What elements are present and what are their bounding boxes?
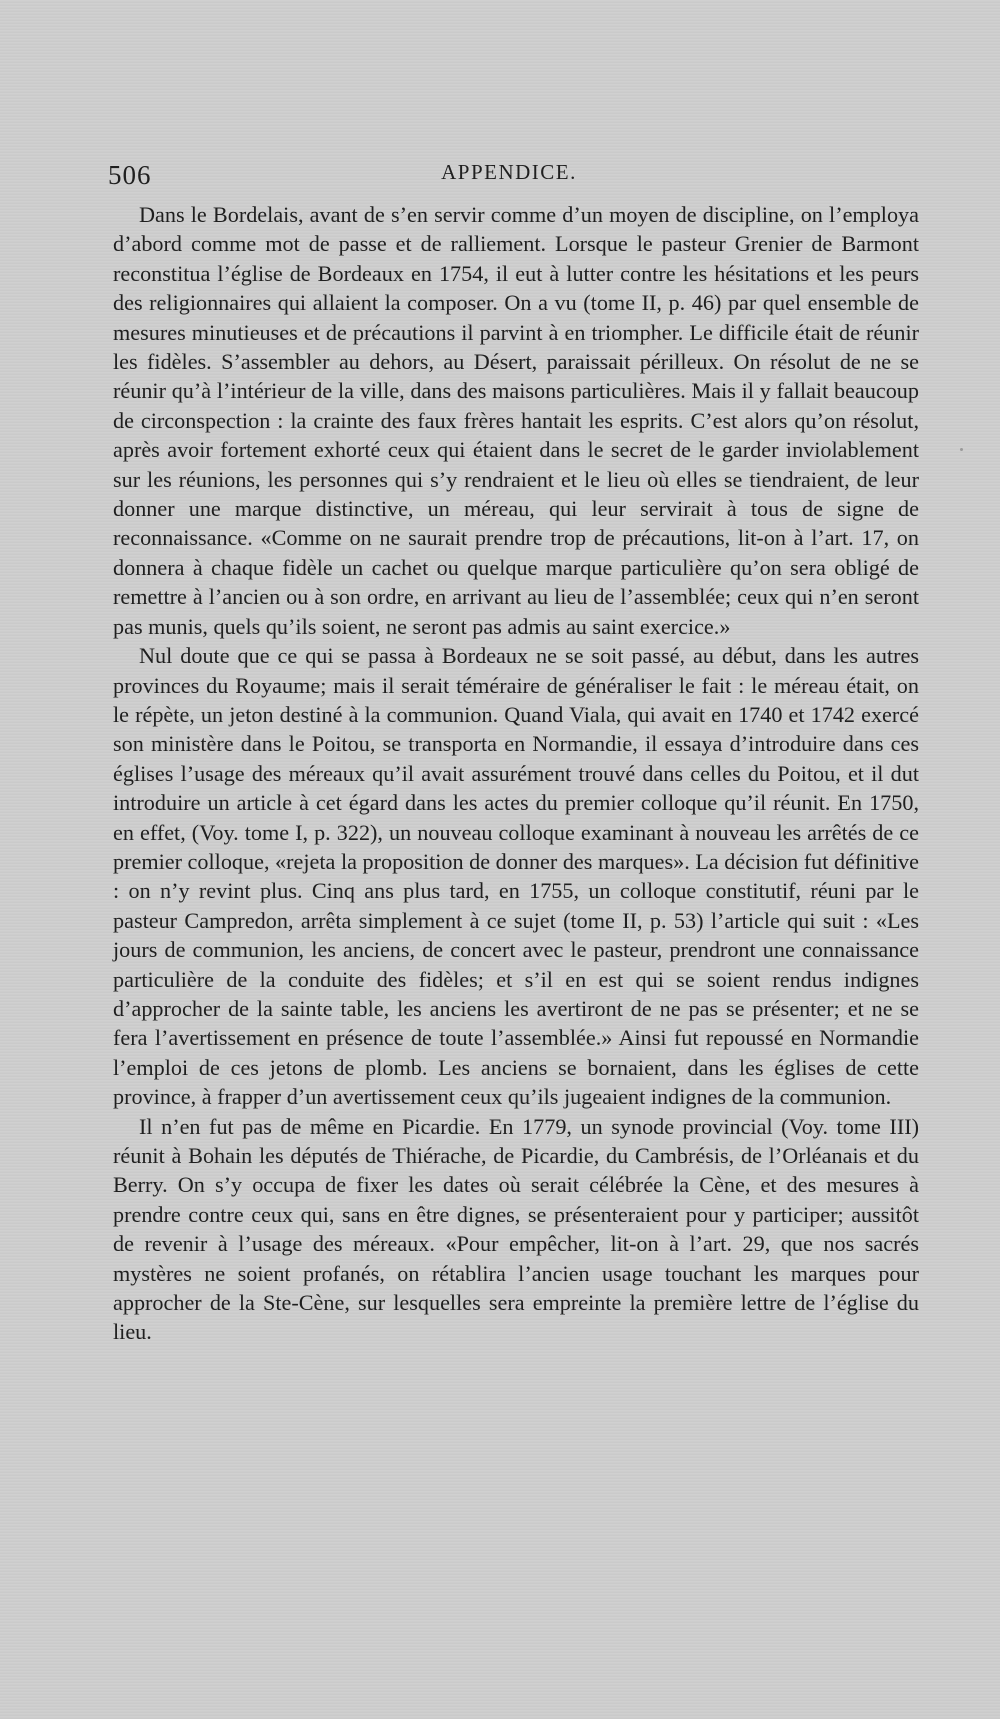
paragraph-picardie: Il n’en fut pas de même en Picardie. En 1779, un synode provincial (Voy. tome III) réunit à Bohain les députés de Thiérache, de Picardie, du Cambrésis, de l’Orléanais et du Berry. On s’y occupa de fixer les dates où serait célébrée la Cène, et des mesures à prendre contre ceux qui, sans en être dignes, se présenteraient pour y participer; aussitôt de revenir à l’usage des méreaux. «Pour empêcher, lit-on à l’art. 29, que nos sacrés mystères ne soient profanés, on rétablira l’ancien usage touchant les marques pour approcher de la Ste-Cène, sur lesquelles sera empreinte la première lettre de l’église du lieu. — [113, 1113, 919, 1345]
paragraph-normandie: Nul doute que ce qui se passa à Bordeaux ne se soit passé, au début, dans les autres provinces du Royaume; mais il serait téméraire de généraliser le fait : le méreau était, on le répète, un jeton destiné à la communion. Quand Viala, qui avait en 1740 et 1742 exercé son ministère dans le Poitou, se transporta en Normandie, il essaya d’introduire dans ces églises l’usage des méreaux qu’il avait assurément trouvé dans celles du Poitou, et il dut introduire un article à cet égard dans les actes du premier colloque qu’il réunit. En 1750, en effet, (Voy. tome I, p. 322), un nouveau colloque examinant à nouveau les arrêtés de ce premier colloque, «rejeta la proposition de donner des marques». La décision fut définitive : on n’y revint plus. Cinq ans plus tard, en 1755, un colloque constitutif, réuni par le pasteur Campredon, arrêta simplement à ce sujet (tome II, p. 53) l’article qui suit : «Les jours de communion, les anciens, de concert avec le pasteur, prendront une connaissance particulière de la conduite des fidèles; et s’il en est qui se soient rendus indignes d’approcher de la sainte table, les anciens les avertiront de ne pas se présenter; et ne se fera l’avertissement en présence de toute l’assemblée.» Ainsi fut repoussé en Normandie l’emploi de ces jetons de plomb. Les anciens se bornaient, dans les églises de cette province, à frapper d’un avertissement ceux qu’ils jugeaient indignes de la communion. — [113, 643, 919, 1110]
paper-speck — [960, 448, 963, 451]
page-header — [108, 160, 910, 196]
running-title: APPENDICE. — [441, 160, 577, 184]
body-text — [113, 200, 919, 1347]
paragraph-bordelais: Dans le Bordelais, avant de s’en servir comme d’un moyen de discipline, on l’employa d’abord comme mot de passe et de ralliement. Lorsque le pasteur Grenier de Barmont reconstitua l’église de Bordeaux en 1754, il eut à lutter contre les hésitations et les peurs des religionnaires qui allaient la composer. On a vu (tome II, p. 46) par quel ensemble de mesures minutieuses et de précautions il parvint à en triompher. Le difficile était de réunir les fidèles. S’assembler au dehors, au Désert, paraissait périlleux. On résolut de ne se réunir qu’à l’intérieur de la ville, dans des maisons particulières. Mais il y fallait beaucoup de circonspection : la crainte des faux frères hantait les esprits. C’est alors qu’on résolut, après avoir fortement exhorté ceux qui étaient dans le secret de le garder inviolablement sur les réunions, les personnes qui s’y rendraient et le lieu où elles se tiendraient, de leur donner une marque distinctive, un méreau, qui leur servirait à tous de signe de reconnaissance. «Comme on ne saurait prendre trop de précautions, lit-on à l’art. 17, on donnera à chaque fidèle un cachet ou quelque marque particulière qu’on sera obligé de remettre à l’ancien ou à son ordre, en arrivant au lieu de l’assemblée; ceux qui n’en seront pas munis, quels qu’ils soient, ne seront pas admis au saint exercice.» — [113, 202, 919, 639]
page-number: 506 — [108, 160, 152, 190]
